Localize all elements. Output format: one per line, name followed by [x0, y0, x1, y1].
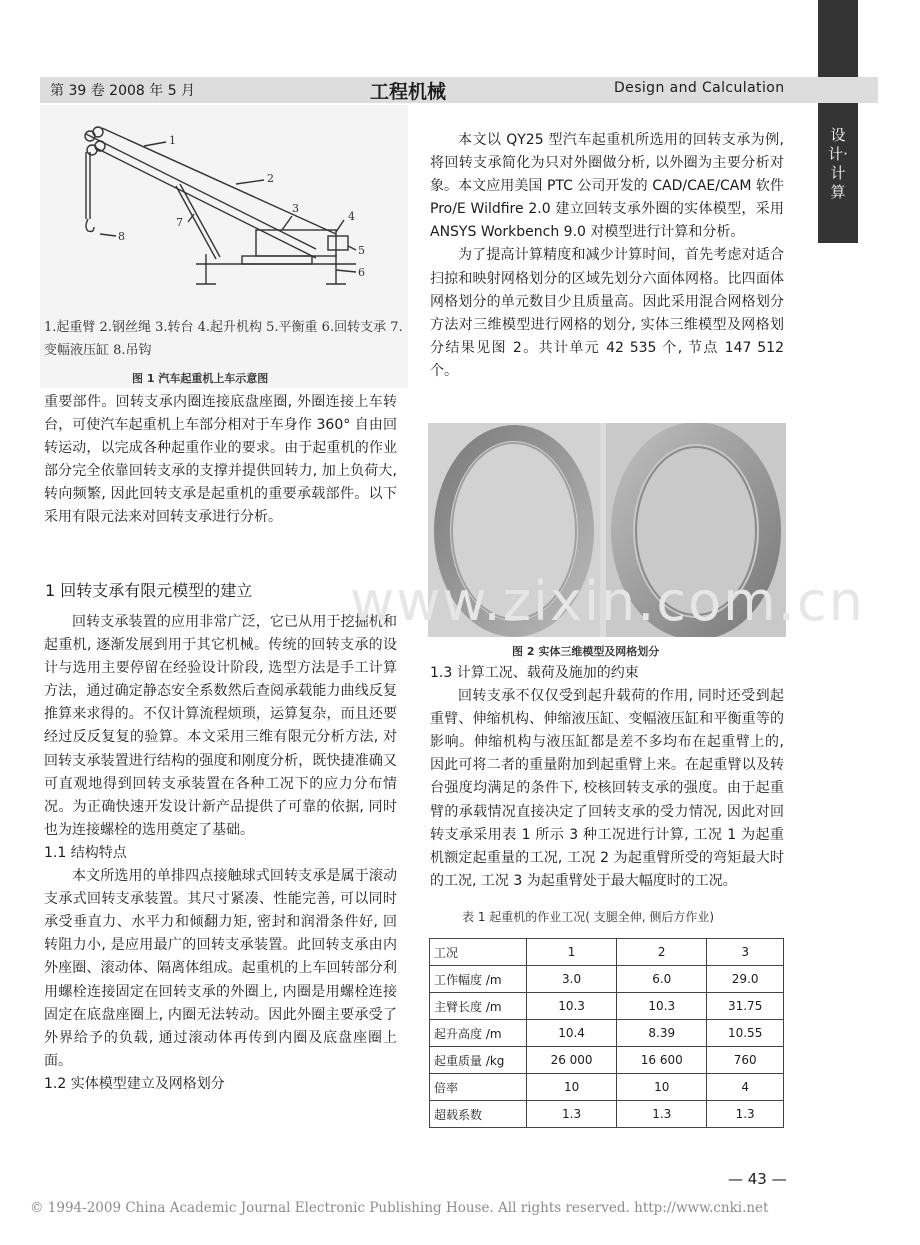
table-cell: 26 000: [527, 1047, 617, 1074]
fig1-num-6: 6: [358, 266, 365, 279]
fig1-num-8: 8: [118, 230, 125, 243]
figure1-caption: 图 1 汽车起重机上车示意图: [132, 372, 269, 385]
table-row: [430, 966, 784, 993]
table-cell: 8.39: [617, 1020, 707, 1047]
table-cell: 1.3: [707, 1101, 784, 1128]
intro-paragraph: 重要部件。回转支承内圈连接底盘座圈, 外圈连接上车转台，可使汽车起重机上车部分相对于车身作 360° 自由回转运动，以完成各种起重作业的要求。由于起重机的作业部分完全依靠回转支承的支撑并提供回转力, 加上负荷大, 转向频繁, 因此回转支承是起重机的重要承载部件。以下采用有限元法来对回转支承进行分析。: [44, 394, 397, 526]
page-number: — 43 —: [728, 1170, 787, 1188]
section1-1-paragraph: 本文所选用的单排四点接触球式回转支承是属于滚动支承式回转支承装置。其尺寸紧凑、性能完善, 可以同时承受垂直力、水平力和倾翻力矩, 密封和润滑条件好, 回转阻力小, 是应用最广的回转支承装置。此回转支承由内外座圈、滚动体、隔离体组成。起重机的上车回转部分利用螺栓连接固定在回转支承的外圈上, 内圈是用螺栓连接固定在底盘座圈上, 内圈无法转动。因此外圈主要承受了外界给予的负载, 通过滚动体再传到内圈及底盘座圈上面。: [44, 868, 397, 1069]
right-paragraph-3: 回转支承不仅仅受到起升载荷的作用, 同时还受到起重臂、伸缩机构、伸缩液压缸、变幅液压缸和平衡重等的影响。伸缩机构与液压缸都是差不多均布在起重臂上的, 因此可将二者的重量附加到起重臂上来。在起重臂以及转台强度均满足的条件下, 校核回转支承的强度。由于起重臂的承载情况直接决定了回转支承的受力情况, 因此对回转支承采用表 1 所示 3 种工况进行计算, 工况 1 为起重机额定起重量的工况, 工况 2 为起重臂所受的弯矩最大时的工况, 工况 3 为起重臂处于最大幅度时的工况。: [430, 688, 784, 889]
left-body-block: [44, 611, 397, 1096]
left-intro-block: [44, 391, 397, 530]
table-cell: 10: [617, 1074, 707, 1101]
header-journal-title: 工程机械: [370, 81, 447, 103]
table1-title: 表 1 起重机的作业工况( 支腿全伸, 侧后方作业): [462, 910, 715, 924]
right-bottom-block: [430, 662, 784, 893]
hook-icon: [86, 219, 94, 232]
table-cell: 1.3: [527, 1101, 617, 1128]
table-row: [430, 1020, 784, 1047]
table-header-cell: 2: [617, 939, 707, 966]
fig1-num-3: 3: [292, 202, 299, 215]
table-cell: 3.0: [527, 966, 617, 993]
table-header-cell: 3: [707, 939, 784, 966]
table-header-cell: 1: [527, 939, 617, 966]
table-cell: 10.55: [707, 1020, 784, 1047]
table-cell: 主臂长度 /m: [430, 993, 527, 1020]
table-cell: 760: [707, 1047, 784, 1074]
figure2-caption: 图 2 实体三维模型及网格划分: [512, 645, 660, 658]
table-row: [430, 993, 784, 1020]
section1-paragraph: 回转支承装置的应用非常广泛，它已从用于挖掘机和起重机, 逐渐发展到用于其它机械。传统的回转支承的设计与选用主要停留在经验设计阶段, 选型方法是手工计算方法，通过确定静态安全系数然后查阅承载能力曲线反复推算来求得的。不仅计算流程烦琐，运算复杂，而且还要经过反反复复的验算。本文采用三维有限元分析方法, 对回转支承装置进行结构的强度和刚度分析，既快捷准确又可直观地得到回转支承装置在各种工况下的应力分布情况。为正确快速开发设计新产品提供了可靠的依据, 同时也为连接螺栓的选用奠定了基础。: [44, 614, 397, 838]
table-cell: 29.0: [707, 966, 784, 993]
table-cell: 10: [527, 1074, 617, 1101]
right-paragraph-2: 为了提高计算精度和减少计算时间，首先考虑对适合扫掠和映射网格划分的区域先划分六面体网格。比四面体网格划分的单元数目少且质量高。因此采用混合网格划分方法对三维模型进行网格的划分, 实体三维模型及网格划分结果见图 2。共计单元 42 535 个, 节点 147 512 个。: [430, 247, 784, 379]
fig1-num-5: 5: [358, 244, 365, 257]
fig1-num-2: 2: [267, 172, 274, 185]
table-cell: 起升高度 /m: [430, 1020, 527, 1047]
fig1-num-1: 1: [169, 134, 176, 147]
table-cell: 4: [707, 1074, 784, 1101]
section-side-tab: [818, 0, 858, 243]
side-tab-label: 设计·计算: [828, 126, 848, 201]
fig1-num-4: 4: [348, 210, 355, 223]
table-cell: 10.3: [617, 993, 707, 1020]
crane-diagram: [66, 124, 386, 314]
table1: [429, 938, 784, 1128]
table-header-row: [430, 939, 784, 966]
table-cell: 1.3: [617, 1101, 707, 1128]
table-row: [430, 1047, 784, 1074]
table-cell: 10.4: [527, 1020, 617, 1047]
table-row: [430, 1101, 784, 1128]
table-cell: 6.0: [617, 966, 707, 993]
table-cell: 超载系数: [430, 1101, 527, 1128]
copyright-footer: © 1994-2009 China Academic Journal Electronic Publishing House. All rights reserved. http://www.cnki.net: [30, 1200, 769, 1216]
wire-rope: [102, 128, 336, 234]
table-cell: 31.75: [707, 993, 784, 1020]
table-header-cell: 工况: [430, 939, 527, 966]
table-cell: 起重质量 /kg: [430, 1047, 527, 1074]
right-top-block: [430, 129, 784, 383]
figure1-legend: 1.起重臂 2.钢丝绳 3.转台 4.起升机构 5.平衡重 6.回转支承 7.变幅液压缸 8.吊钩: [44, 320, 403, 358]
table-cell: 10.3: [527, 993, 617, 1020]
section1-3-heading: 1.3 计算工况、载荷及施加的约束: [430, 665, 639, 681]
watermark: www.zixin.com.cn: [350, 570, 865, 633]
table-cell: 工作幅度 /m: [430, 966, 527, 993]
fig1-num-7: 7: [176, 216, 183, 229]
table-row: [430, 1074, 784, 1101]
header-issue: 第 39 卷 2008 年 5 月: [50, 83, 196, 99]
section1-heading: 1 回转支承有限元模型的建立: [45, 581, 253, 600]
header-section: Design and Calculation: [614, 80, 785, 96]
table-cell: 倍率: [430, 1074, 527, 1101]
table-cell: 16 600: [617, 1047, 707, 1074]
section1-2-heading: 1.2 实体模型建立及网格划分: [44, 1075, 225, 1092]
right-paragraph-1: 本文以 QY25 型汽车起重机所选用的回转支承为例, 将回转支承简化为只对外圈做分析, 以外圈为主要分析对象。本文应用美国 PTC 公司开发的 CAD/CAE/CAM 软件 Pro/E Wildfire 2.0 建立回转支承外圈的实体模型，采用 ANSYS Workbench 9.0 对模型进行计算和分析。: [430, 132, 784, 241]
section1-1-heading: 1.1 结构特点: [44, 844, 127, 861]
